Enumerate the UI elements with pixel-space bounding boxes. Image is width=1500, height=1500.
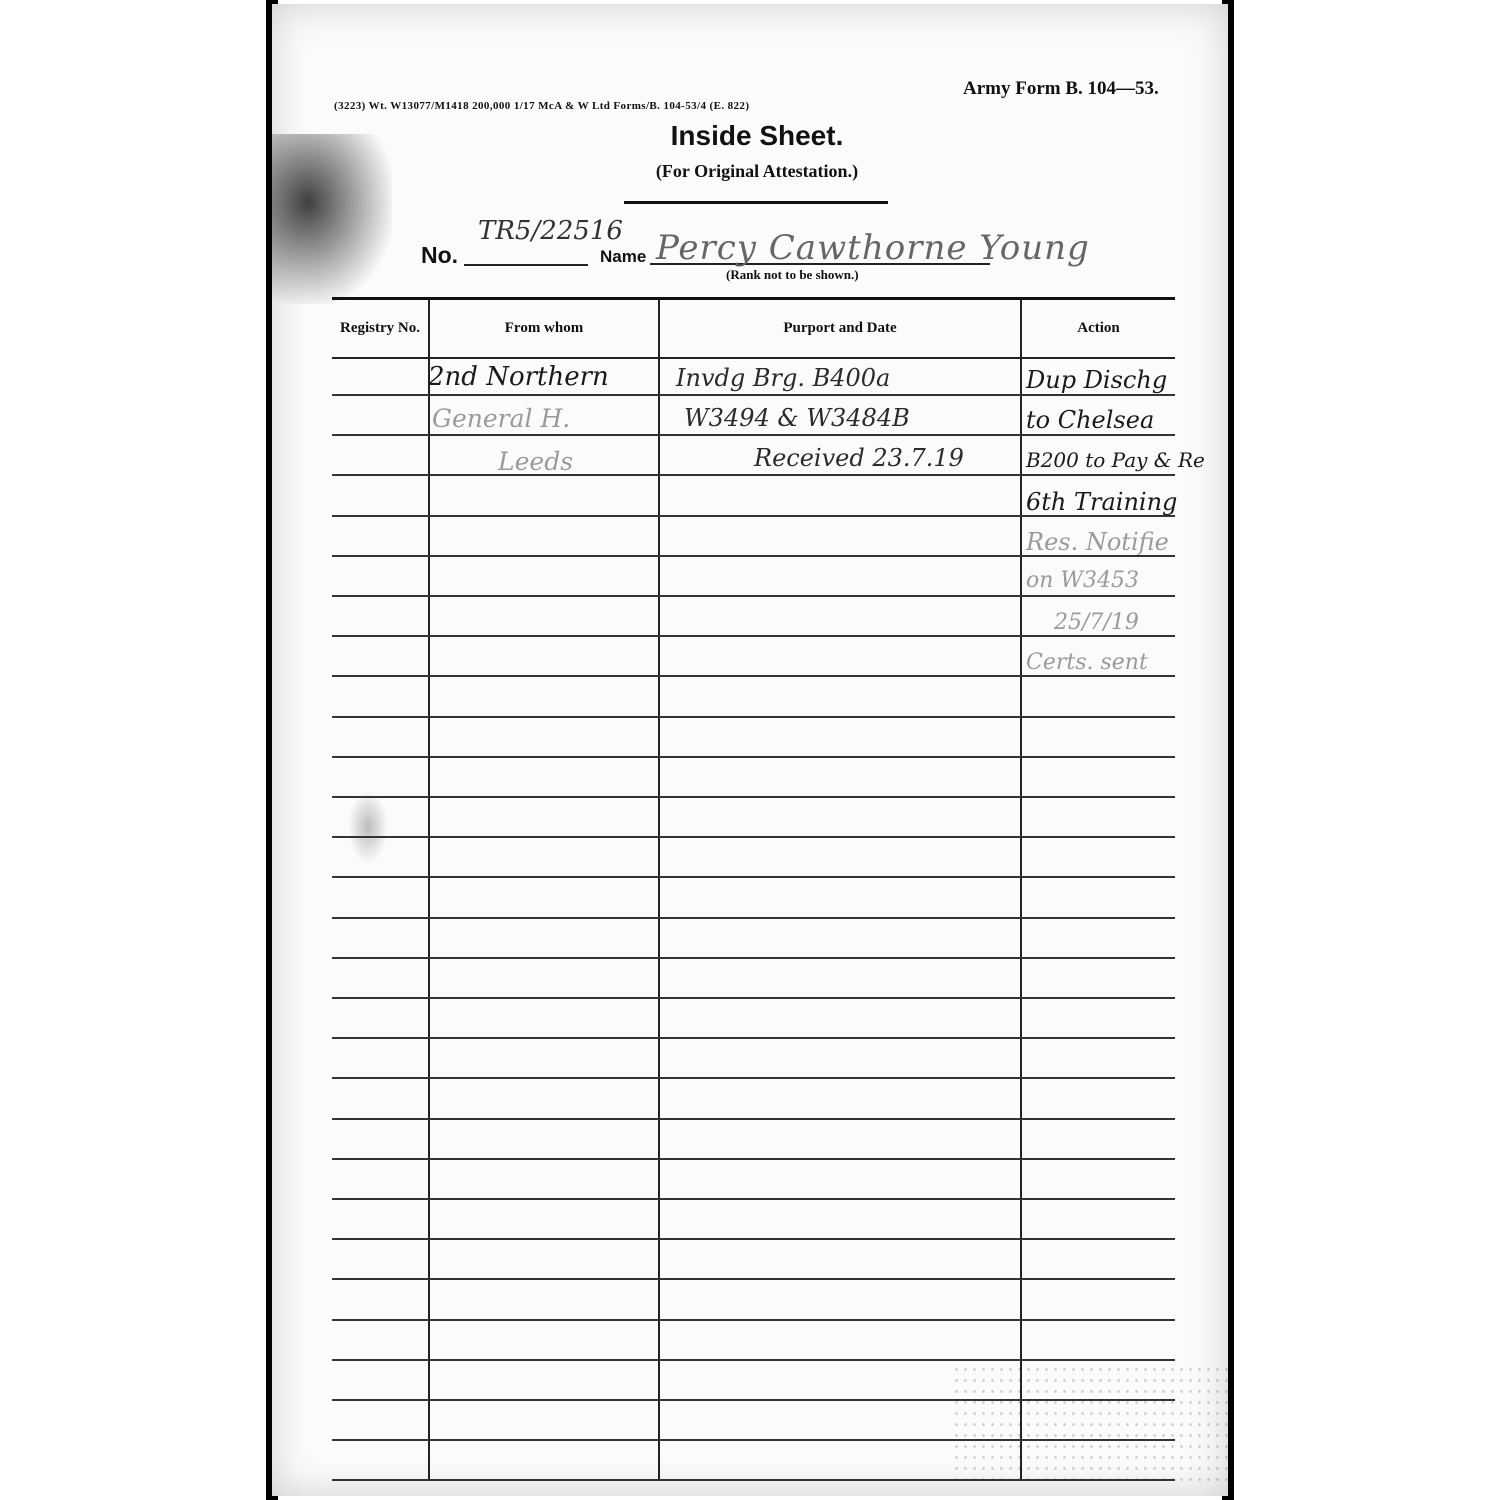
action-line: on W3453 [1026,568,1140,593]
table-row-line [332,836,1175,838]
column-header-from-whom: From whom [504,320,584,336]
table-row-line [332,957,1175,959]
table-row-line [332,756,1175,758]
form-number: Army Form B. 104—53. [963,78,1159,99]
table-row-line [332,635,1175,637]
action-line: 6th Training [1026,488,1178,516]
table-row-line [332,1037,1175,1039]
paper-speckle [952,1364,1232,1484]
action-line: 25/7/19 [1054,610,1139,635]
from-whom-line: 2nd Northern [428,362,609,392]
table-row-line [332,434,1175,436]
action-line: Res. Notifie [1026,528,1169,556]
table-row-line [332,1198,1175,1200]
page-subtitle: (For Original Attestation.) [655,161,859,181]
table-row-line [332,1118,1175,1120]
table-row-line [332,917,1175,919]
rank-note: (Rank not to be shown.) [726,267,859,282]
purport-line: Invdg Brg. B400a [676,364,891,392]
table-header-rule [332,357,1175,359]
from-whom-line: Leeds [498,447,574,476]
action-line: B200 to Pay & Re [1026,448,1205,472]
column-divider [658,300,660,1480]
column-divider [428,300,430,1480]
title-rule [624,201,888,204]
column-header-action: Action [1077,320,1120,336]
column-header-registry: Registry No. [340,320,420,336]
table-top-rule [332,297,1175,300]
number-line [464,264,588,266]
table-row-line [332,1479,1175,1481]
table-row-line [332,876,1175,878]
action-line: to Chelsea [1026,406,1155,434]
table-row-line [332,595,1175,597]
table-row-line [332,997,1175,999]
purport-line: W3494 & W3484B [684,404,910,432]
table-row-line [332,1238,1175,1240]
print-code: (3223) Wt. W13077/M1418 200,000 1/17 McA & W Ltd Forms/B. 104-53/4 (E. 822) [334,100,750,112]
form-sheet [272,4,1228,1496]
thumb-smudge [348,790,388,864]
name-label: Name [600,247,647,266]
table-row-line [332,1077,1175,1079]
table-row-line [332,1158,1175,1160]
action-line: Certs. sent [1026,650,1148,675]
name-value: Percy Cawthorne Young [656,228,1090,268]
column-divider [1020,300,1022,1480]
number-value: TR5/22516 [478,216,623,246]
number-label: No. [421,242,459,268]
purport-line: Received 23.7.19 [754,444,964,472]
table-row-line [332,1399,1175,1401]
table-row-line [332,1278,1175,1280]
table-row-line [332,716,1175,718]
ink-stain [272,134,392,304]
column-header-purport: Purport and Date [783,320,897,336]
table-row-line [332,796,1175,798]
from-whom-line: General H. [432,404,571,433]
table-row-line [332,1439,1175,1441]
table-row-line [332,394,1175,396]
table-row-line [332,675,1175,677]
table-row-line [332,474,1175,476]
table-row-line [332,1359,1175,1361]
action-line: Dup Dischg [1026,366,1168,394]
table-row-line [332,1319,1175,1321]
page-title: Inside Sheet. [670,120,844,151]
